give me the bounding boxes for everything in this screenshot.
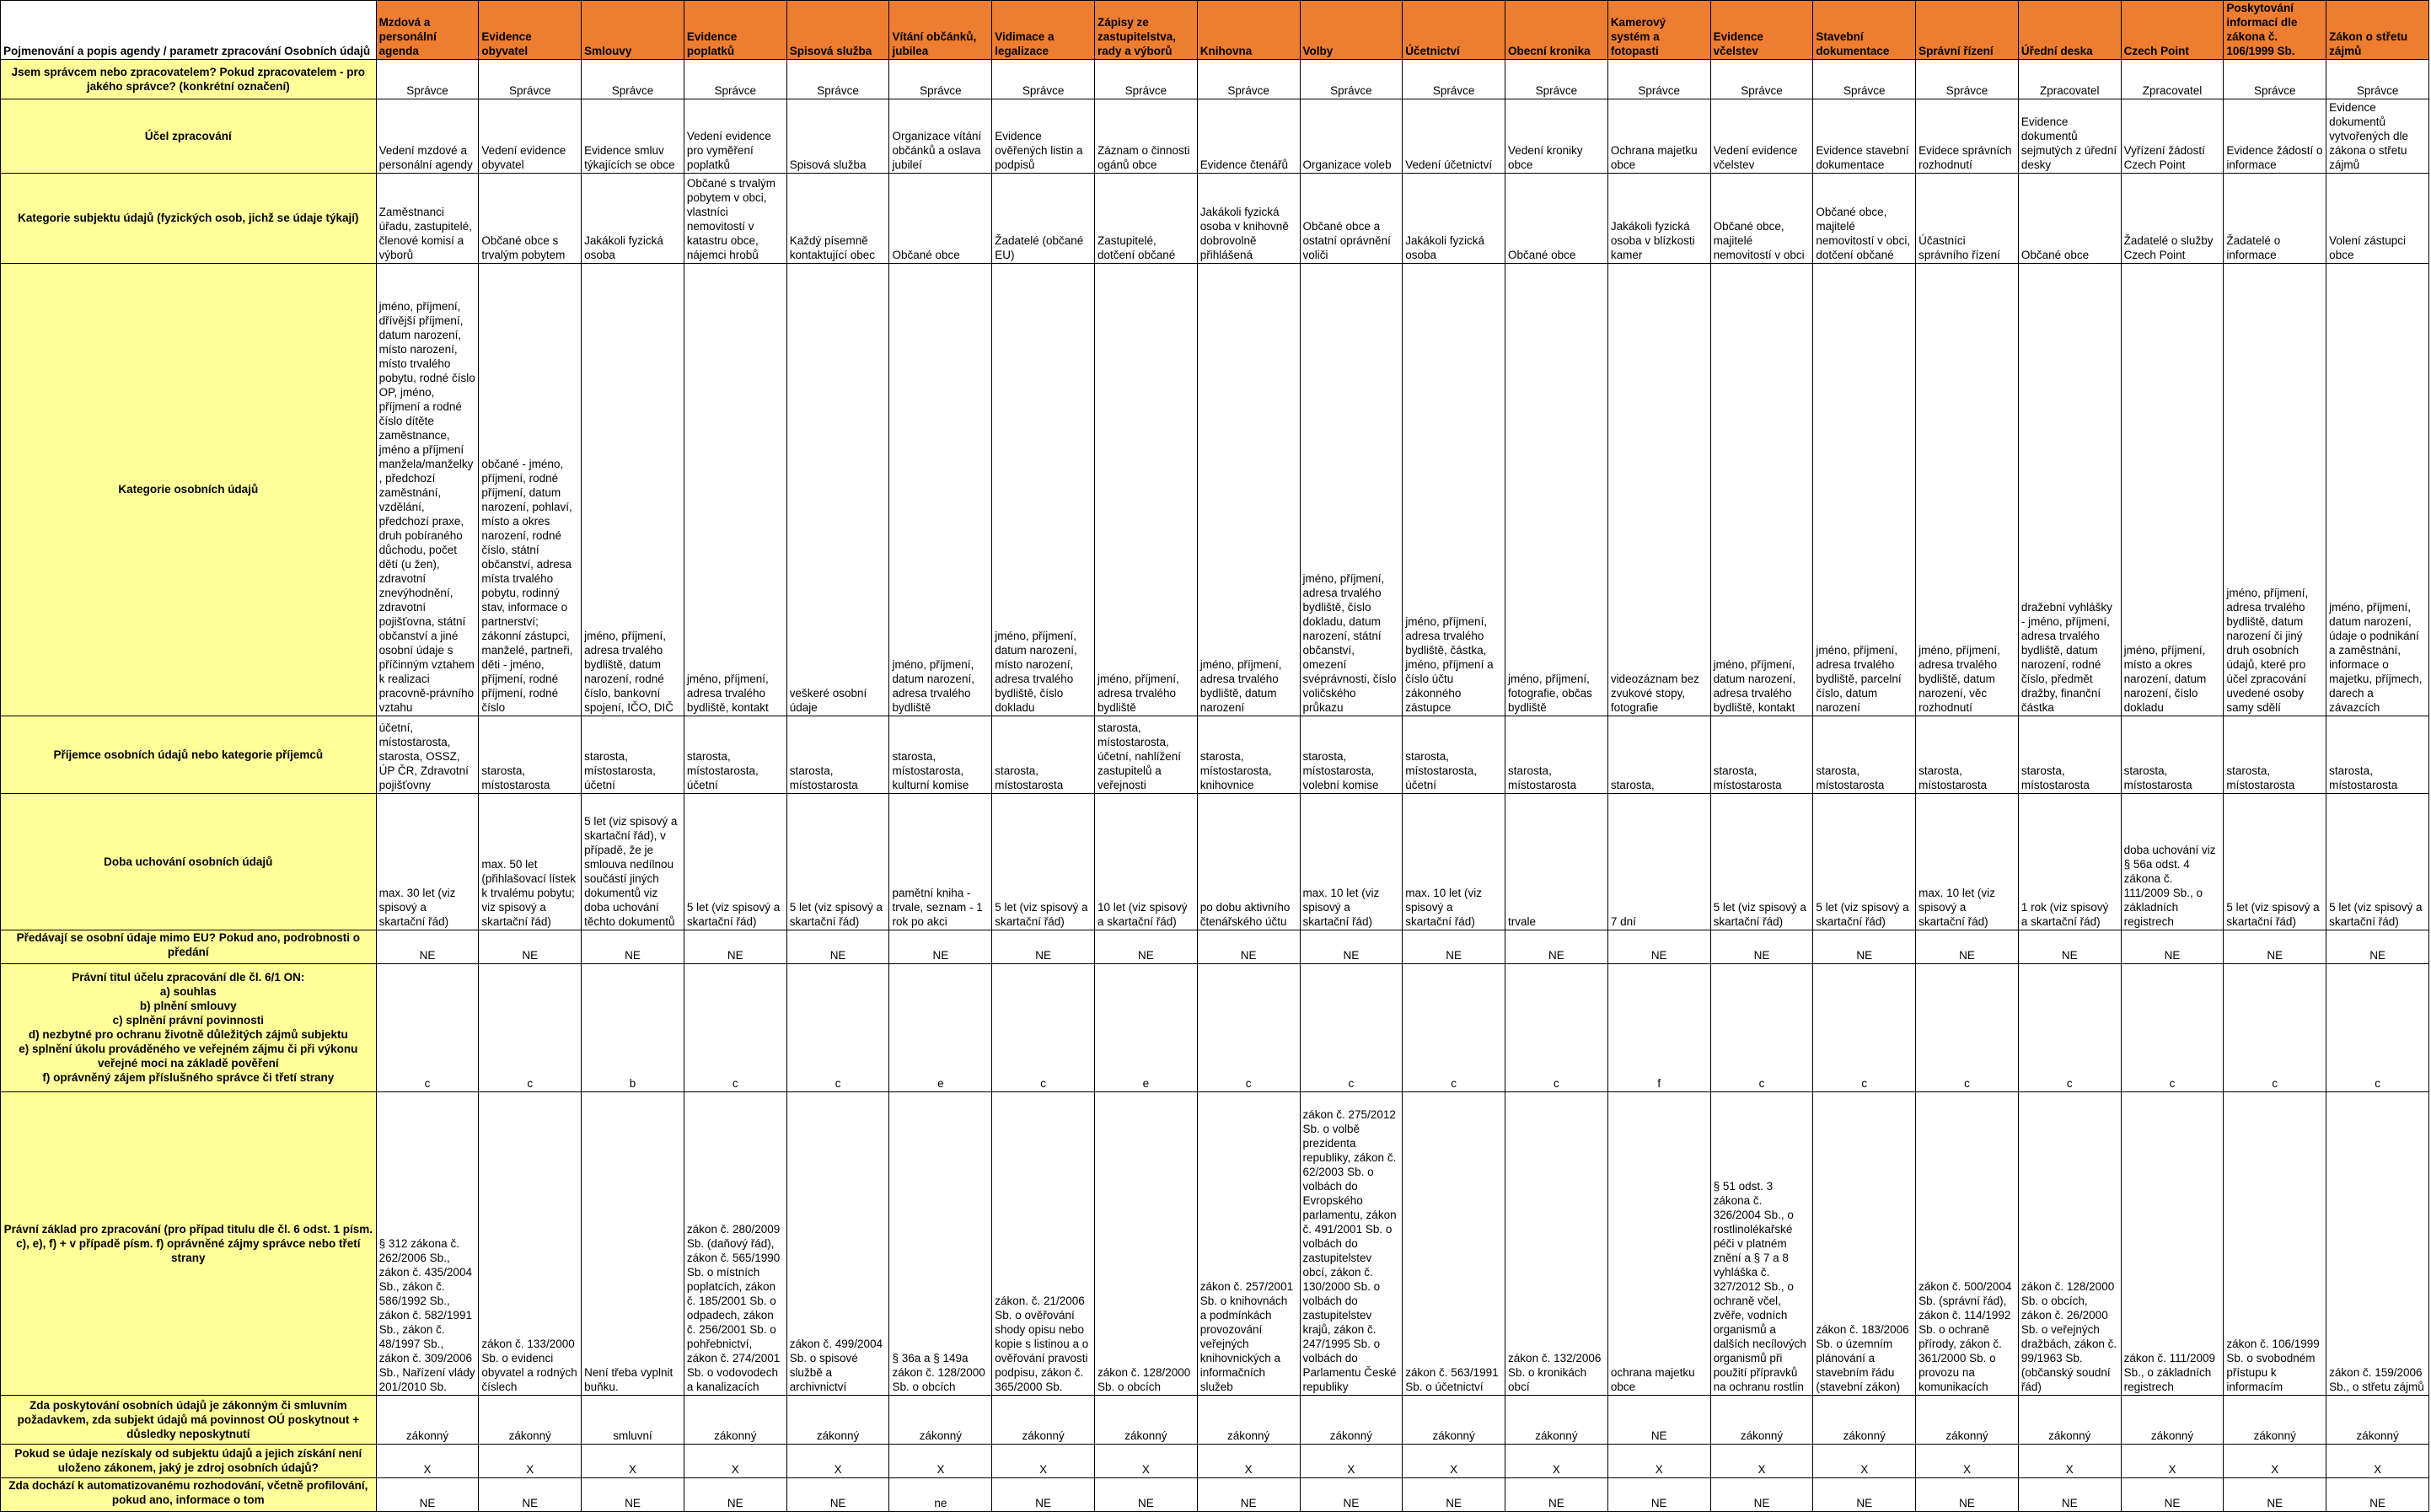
agenda-header-cell[interactable]: Úřední deska: [2018, 1, 2121, 60]
table-cell[interactable]: X: [1710, 1445, 1813, 1478]
table-cell[interactable]: c: [1197, 964, 1300, 1092]
table-cell[interactable]: 5 let (viz spisový a skartační řád): [1813, 794, 1916, 930]
row-label-cell[interactable]: Kategorie subjektu údajů (fyzických osob, jichž se údaje týkají): [1, 174, 377, 264]
table-cell[interactable]: Občané obce, majitelé nemovitostí v obci: [1710, 174, 1813, 264]
table-cell[interactable]: po dobu aktivního čtenářského účtu: [1197, 794, 1300, 930]
table-cell[interactable]: zákonný: [376, 1396, 479, 1445]
table-cell[interactable]: účetní, místostarosta, starosta, OSSZ, ÚP ČR, Zdravotní pojišťovny: [376, 716, 479, 794]
table-cell[interactable]: c: [1403, 964, 1505, 1092]
table-cell[interactable]: max. 10 let (viz spisový a skartační řád): [1916, 794, 2019, 930]
table-cell[interactable]: zákon č. 132/2006 Sb. o kronikách obcí: [1505, 1092, 1608, 1396]
table-cell[interactable]: Žadatelé o služby Czech Point: [2121, 174, 2224, 264]
table-cell[interactable]: c: [2326, 964, 2429, 1092]
row-label-cell[interactable]: Zda poskytování osobních údajů je zákonným či smluvním požadavkem, zda subjekt údajů má povinnost OÚ poskytnout + důsledky neposkytnutí: [1, 1396, 377, 1445]
table-cell[interactable]: Evidence dokumentů sejmutých z úřední desky: [2018, 99, 2121, 174]
table-cell[interactable]: zákon č. 133/2000 Sb. o evidenci obyvatel a rodných číslech: [479, 1092, 582, 1396]
table-cell[interactable]: videozáznam bez zvukové stopy, fotografie: [1607, 264, 1710, 716]
table-row: [1, 1396, 2429, 1445]
table-cell[interactable]: c: [479, 964, 582, 1092]
header-row: [1, 1, 2429, 60]
table-cell[interactable]: NE: [889, 930, 992, 964]
table-cell[interactable]: Jakákoli fyzická osoba: [582, 174, 684, 264]
table-cell[interactable]: zákonný: [2326, 1396, 2429, 1445]
table-row: [1, 174, 2429, 264]
table-cell[interactable]: NE: [582, 1478, 684, 1512]
table-cell[interactable]: Správce: [1505, 60, 1608, 99]
table-cell[interactable]: Vedení účetnictví: [1403, 99, 1505, 174]
table-cell[interactable]: Jakákoli fyzická osoba v knihovně dobrovolně přihlášená: [1197, 174, 1300, 264]
table-cell[interactable]: max. 10 let (viz spisový a skartační řád): [1300, 794, 1403, 930]
table-cell[interactable]: X: [1094, 1445, 1197, 1478]
table-cell[interactable]: X: [786, 1445, 889, 1478]
table-cell[interactable]: NE: [1505, 1478, 1608, 1512]
table-cell[interactable]: starosta, místostarosta, volební komise: [1300, 716, 1403, 794]
table-cell[interactable]: Organizace voleb: [1300, 99, 1403, 174]
table-cell[interactable]: X: [1300, 1445, 1403, 1478]
table-cell[interactable]: zákonný: [1710, 1396, 1813, 1445]
table-cell[interactable]: X: [684, 1445, 786, 1478]
table-cell[interactable]: NE: [479, 1478, 582, 1512]
table-cell[interactable]: Vyřízení žádostí Czech Point: [2121, 99, 2224, 174]
table-cell[interactable]: Občané obce: [889, 174, 992, 264]
table-cell[interactable]: c: [684, 964, 786, 1092]
table-cell[interactable]: NE: [1505, 930, 1608, 964]
table-cell[interactable]: X: [2326, 1445, 2429, 1478]
table-cell[interactable]: max. 10 let (viz spisový a skartační řád): [1403, 794, 1505, 930]
table-cell[interactable]: NE: [684, 930, 786, 964]
table-cell[interactable]: veškeré osobní údaje: [786, 264, 889, 716]
table-cell[interactable]: dražební vyhlášky - jméno, příjmení, adresa trvalého bydliště, datum narození, rodné číslo, předmět dražby, finanční částka: [2018, 264, 2121, 716]
table-cell[interactable]: max. 30 let (viz spisový a skartační řád): [376, 794, 479, 930]
table-cell[interactable]: e: [889, 964, 992, 1092]
table-cell[interactable]: jméno, příjmení, adresa trvalého bydliště, číslo dokladu, datum narození, státní občanství, omezení svéprávnosti, číslo voličského průkazu: [1300, 264, 1403, 716]
table-row: [1, 264, 2429, 716]
table-cell[interactable]: NE: [1813, 1478, 1916, 1512]
table-cell[interactable]: Správce: [889, 60, 992, 99]
table-cell[interactable]: c: [1300, 964, 1403, 1092]
table-cell[interactable]: NE: [1094, 1478, 1197, 1512]
table-cell[interactable]: zákonný: [1505, 1396, 1608, 1445]
table-cell[interactable]: Správce: [479, 60, 582, 99]
table-row: [1, 99, 2429, 174]
table-cell[interactable]: Volení zástupci obce: [2326, 174, 2429, 264]
table-cell[interactable]: Správce: [1094, 60, 1197, 99]
table-cell[interactable]: jméno, příjmení, adresa trvalého bydliště, parcelní číslo, datum narození: [1813, 264, 1916, 716]
table-cell[interactable]: NE: [1094, 930, 1197, 964]
table-cell[interactable]: starosta, místostarosta: [2224, 716, 2326, 794]
table-cell[interactable]: Občané obce a ostatní oprávnění voliči: [1300, 174, 1403, 264]
table-cell[interactable]: zákon č. 111/2009 Sb., o základních registrech: [2121, 1092, 2224, 1396]
table-cell[interactable]: X: [1607, 1445, 1710, 1478]
table-cell[interactable]: NE: [1197, 930, 1300, 964]
table-cell[interactable]: Organizace vítání občánků a oslava jubileí: [889, 99, 992, 174]
agenda-header-cell[interactable]: Evidence poplatků: [684, 1, 786, 60]
table-cell[interactable]: zákonný: [992, 1396, 1095, 1445]
table-cell[interactable]: Vedení evidence obyvatel: [479, 99, 582, 174]
table-cell[interactable]: Vedení evidence včelstev: [1710, 99, 1813, 174]
table-cell[interactable]: Občané obce, majitelé nemovitostí v obci, dotčení občané: [1813, 174, 1916, 264]
table-cell[interactable]: NE: [1813, 930, 1916, 964]
agenda-header-cell[interactable]: Vidimace a legalizace: [992, 1, 1095, 60]
agenda-header-cell[interactable]: Volby: [1300, 1, 1403, 60]
table-cell[interactable]: zákon č. 499/2004 Sb. o spisové službě a archivnictví: [786, 1092, 889, 1396]
row-label-cell[interactable]: Zda dochází k automatizovanému rozhodování, včetně profilování, pokud ano, informace o tom: [1, 1478, 377, 1512]
table-cell[interactable]: X: [1197, 1445, 1300, 1478]
table-cell[interactable]: Žadatelé (občané EU): [992, 174, 1095, 264]
table-cell[interactable]: Zaměstnanci úřadu, zastupitelé, členové komisí a výborů: [376, 174, 479, 264]
table-cell[interactable]: starosta, místostarosta: [2018, 716, 2121, 794]
table-cell[interactable]: NE: [1607, 1396, 1710, 1445]
table-cell[interactable]: smluvní: [582, 1396, 684, 1445]
table-cell[interactable]: X: [479, 1445, 582, 1478]
table-cell[interactable]: jméno, příjmení, adresa trvalého bydliště: [1094, 264, 1197, 716]
agenda-header-cell[interactable]: Zákon o střetu zájmů: [2326, 1, 2429, 60]
row-label-cell[interactable]: Účel zpracování: [1, 99, 377, 174]
table-cell[interactable]: Účastníci správního řízení: [1916, 174, 2019, 264]
agenda-header-cell[interactable]: Knihovna: [1197, 1, 1300, 60]
table-cell[interactable]: X: [889, 1445, 992, 1478]
table-cell[interactable]: NE: [2326, 930, 2429, 964]
table-cell[interactable]: NE: [1300, 930, 1403, 964]
table-cell[interactable]: NE: [1916, 1478, 2019, 1512]
row-label-cell[interactable]: Právní základ pro zpracování (pro případ titulu dle čl. 6 odst. 1 písm. c), e), f) + v případě písm. f) oprávněné zájmy správce nebo třetí strany: [1, 1092, 377, 1396]
table-cell[interactable]: 5 let (viz spisový a skartační řád): [1710, 794, 1813, 930]
agenda-header-cell[interactable]: Správní řízení: [1916, 1, 2019, 60]
table-cell[interactable]: jméno, příjmení, datum narození, adresa trvalého bydliště: [889, 264, 992, 716]
table-cell[interactable]: NE: [1607, 1478, 1710, 1512]
table-cell[interactable]: NE: [376, 930, 479, 964]
table-cell[interactable]: zákonný: [2121, 1396, 2224, 1445]
table-cell[interactable]: zákonný: [1916, 1396, 2019, 1445]
table-cell[interactable]: 7 dní: [1607, 794, 1710, 930]
table-cell[interactable]: zákon č. 128/2000 Sb. o obcích, zákon č. 26/2000 Sb. o veřejných dražbách, zákon č. 99/1963 Sb. (občanský soudní řád): [2018, 1092, 2121, 1396]
table-cell[interactable]: jméno, příjmení, adresa trvalého bydliště, datum narození, věc rozhodnutí: [1916, 264, 2019, 716]
table-cell[interactable]: ochrana majetku obce: [1607, 1092, 1710, 1396]
table-cell[interactable]: Správce: [1403, 60, 1505, 99]
table-cell[interactable]: Jakákoli fyzická osoba v blízkosti kamer: [1607, 174, 1710, 264]
table-cell[interactable]: starosta, místostarosta: [479, 716, 582, 794]
row-label-cell[interactable]: Kategorie osobních údajů: [1, 264, 377, 716]
table-cell[interactable]: X: [2018, 1445, 2121, 1478]
table-cell[interactable]: Správce: [2326, 60, 2429, 99]
table-cell[interactable]: c: [1710, 964, 1813, 1092]
table-cell[interactable]: zákon č. 128/2000 Sb. o obcích: [1094, 1092, 1197, 1396]
table-cell[interactable]: trvale: [1505, 794, 1608, 930]
table-cell[interactable]: Občané obce: [2018, 174, 2121, 264]
table-cell[interactable]: ne: [889, 1478, 992, 1512]
table-cell[interactable]: NE: [376, 1478, 479, 1512]
table-cell[interactable]: jméno, příjmení, adresa trvalého bydliště, datum narození či jiný druh osobních údajů, které pro účel zpracování uvedené osoby samy sdělí: [2224, 264, 2326, 716]
table-cell[interactable]: Evidence stavební dokumentace: [1813, 99, 1916, 174]
table-cell[interactable]: Záznam o činnosti ogánů obce: [1094, 99, 1197, 174]
table-cell[interactable]: NE: [1916, 930, 2019, 964]
table-cell[interactable]: c: [992, 964, 1095, 1092]
agenda-header-cell[interactable]: Evidence obyvatel: [479, 1, 582, 60]
table-cell[interactable]: starosta, místostarosta, účetní, nahlížení zastupitelů a veřejnosti: [1094, 716, 1197, 794]
table-cell[interactable]: zákon. č. 21/2006 Sb. o ověřování shody opisu nebo kopie s listinou a o ověřování pravosti podpisu, zákon č. 365/2000 Sb.: [992, 1092, 1095, 1396]
table-cell[interactable]: jméno, příjmení, adresa trvalého bydliště, částka, jméno, příjmení a číslo účtu zákonného zástupce: [1403, 264, 1505, 716]
table-cell[interactable]: Správce: [1197, 60, 1300, 99]
table-cell[interactable]: NE: [1607, 930, 1710, 964]
table-cell[interactable]: § 36a a § 149a zákon č. 128/2000 Sb. o obcích: [889, 1092, 992, 1396]
table-cell[interactable]: jméno, příjmení, datum narození, místo narození, adresa trvalého bydliště, číslo dokladu: [992, 264, 1095, 716]
table-cell[interactable]: NE: [2018, 1478, 2121, 1512]
agenda-header-cell[interactable]: Spisová služba: [786, 1, 889, 60]
row-label-cell[interactable]: Doba uchování osobních údajů: [1, 794, 377, 930]
table-cell[interactable]: Zpracovatel: [2018, 60, 2121, 99]
table-cell[interactable]: 5 let (viz spisový a skartační řád): [992, 794, 1095, 930]
table-cell[interactable]: zákon č. 183/2006 Sb. o územním plánování a stavebním řádu (stavební zákon): [1813, 1092, 1916, 1396]
table-cell[interactable]: e: [1094, 964, 1197, 1092]
table-cell[interactable]: X: [376, 1445, 479, 1478]
row-label-cell[interactable]: Jsem správcem nebo zpracovatelem? Pokud zpracovatelem - pro jakého správce? (konkrétní označení): [1, 60, 377, 99]
table-cell[interactable]: jméno, příjmení, adresa trvalého bydliště, kontakt: [684, 264, 786, 716]
table-cell[interactable]: starosta, místostarosta, knihovnice: [1197, 716, 1300, 794]
table-cell[interactable]: jméno, příjmení, dřívější příjmení, datum narození, místo narození, místo trvalého pobytu, rodné číslo OP, jméno, příjmení a rodné číslo dítěte zaměstnance, jméno a příjmení manžela/manželky , předchozí zaměstnání, vzdělání, předchozí praxe, druh pobíraného důchodu, počet dětí (u žen), zdravotní znevýhodnění, zdravotní pojišťovna, státní občanství a jiné osobní údaje s příčinným vztahem k realizaci pracovně-právního vztahu: [376, 264, 479, 716]
table-cell[interactable]: Žadatelé o informace: [2224, 174, 2326, 264]
row-label-cell[interactable]: Pokud se údaje nezískaly od subjektu údajů a jejich získání není uloženo zákonem, jaký je zdroj osobních údajů?: [1, 1445, 377, 1478]
table-cell[interactable]: NE: [2326, 1478, 2429, 1512]
table-cell[interactable]: Správce: [684, 60, 786, 99]
table-cell[interactable]: § 51 odst. 3 zákona č. 326/2004 Sb., o rostlinolékařské péči v platném znění a § 7 a 8 vyhláška č. 327/2012 Sb., o ochraně včel, zvěře, vodních organismů a dalších necílových organismů při použití přípravků na ochranu rostlin: [1710, 1092, 1813, 1396]
table-cell[interactable]: jméno, příjmení, adresa trvalého bydliště, datum narození: [1197, 264, 1300, 716]
table-cell[interactable]: zákonný: [1197, 1396, 1300, 1445]
table-cell[interactable]: Evidence ověřených listin a podpisů: [992, 99, 1095, 174]
table-cell[interactable]: starosta, místostarosta: [1916, 716, 2019, 794]
table-cell[interactable]: Vedení mzdové a personální agendy: [376, 99, 479, 174]
table-cell[interactable]: starosta, místostarosta: [1710, 716, 1813, 794]
agenda-header-cell[interactable]: Vítání občánků, jubilea: [889, 1, 992, 60]
table-cell[interactable]: NE: [1403, 1478, 1505, 1512]
table-cell[interactable]: Není třeba vyplnit buňku.: [582, 1092, 684, 1396]
agenda-header-cell[interactable]: Stavební dokumentace: [1813, 1, 1916, 60]
table-row: [1, 60, 2429, 99]
table-cell[interactable]: 5 let (viz spisový a skartační řád), v případě, že je smlouva nedílnou součástí jiných dokumentů viz doba uchování těchto dokumentů: [582, 794, 684, 930]
table-cell[interactable]: doba uchování viz § 56a odst. 4 zákona č. 111/2009 Sb., o základních registrech: [2121, 794, 2224, 930]
table-row: [1, 1445, 2429, 1478]
table-cell[interactable]: Každý písemně kontaktující obec: [786, 174, 889, 264]
table-cell[interactable]: NE: [479, 930, 582, 964]
row-label-cell[interactable]: Předávají se osobní údaje mimo EU? Pokud ano, podrobnosti o předání: [1, 930, 377, 964]
table-row: [1, 1478, 2429, 1512]
table-cell[interactable]: 10 let (viz spisový a skartační řád): [1094, 794, 1197, 930]
table-cell[interactable]: NE: [1403, 930, 1505, 964]
table-cell[interactable]: občané - jméno, příjmení, rodné příjmení, datum narození, pohlaví, místo a okres narození, rodné číslo, státní občanství, adresa místa trvalého pobytu, rodinný stav, informace o partnerství; zákonní zástupci, manželé, partneři, děti - jméno, příjmení, rodné příjmení, rodné číslo: [479, 264, 582, 716]
table-cell[interactable]: starosta, místostarosta: [1505, 716, 1608, 794]
table-cell[interactable]: zákon č. 257/2001 Sb. o knihovnách a podmínkách provozování veřejných knihovnických a informačních služeb: [1197, 1092, 1300, 1396]
table-cell[interactable]: Občané obce s trvalým pobytem: [479, 174, 582, 264]
table-cell[interactable]: starosta, místostarosta: [992, 716, 1095, 794]
table-cell[interactable]: starosta,: [1607, 716, 1710, 794]
agenda-header-cell[interactable]: Kamerový systém a fotopasti: [1607, 1, 1710, 60]
table-cell[interactable]: pamětní kniha - trvale, seznam - 1 rok po akci: [889, 794, 992, 930]
table-cell[interactable]: Občané s trvalým pobytem v obci, vlastníci nemovitostí v katastru obce, nájemci hrobů: [684, 174, 786, 264]
agenda-header-cell[interactable]: Mzdová a personální agenda: [376, 1, 479, 60]
table-cell[interactable]: jméno, příjmení, datum narození, adresa trvalého bydliště, kontakt: [1710, 264, 1813, 716]
table-cell[interactable]: 5 let (viz spisový a skartační řád): [786, 794, 889, 930]
row-label-cell[interactable]: Právní titul účelu zpracování dle čl. 6/1 ON: a) souhlas b) plnění smlouvy c) splnění právní povinnosti d) nezbytné pro ochranu životně důležitých zájmů subjektu e) splnění úkolu prováděného ve veřejném zájmu či při výkonu veřejné moci na základě pověření f) oprávněný zájem příslušného správce či třetí strany: [1, 964, 377, 1092]
table-cell[interactable]: X: [1916, 1445, 2019, 1478]
table-cell[interactable]: zákonný: [1300, 1396, 1403, 1445]
agenda-header-cell[interactable]: Obecní kronika: [1505, 1, 1608, 60]
table-cell[interactable]: § 312 zákona č. 262/2006 Sb., zákon č. 435/2004 Sb., zákon č. 586/1992 Sb., zákon č. 582/1991 Sb., zákon č. 48/1997 Sb., zákon č. 309/2006 Sb., Nařízení vlády 201/2010 Sb.: [376, 1092, 479, 1396]
table-cell[interactable]: Zastupitelé, dotčení občané: [1094, 174, 1197, 264]
table-cell[interactable]: Správce: [1916, 60, 2019, 99]
table-cell[interactable]: Správce: [2224, 60, 2326, 99]
table-cell[interactable]: starosta, místostarosta, účetní: [684, 716, 786, 794]
table-cell[interactable]: c: [1813, 964, 1916, 1092]
table-cell[interactable]: b: [582, 964, 684, 1092]
table-cell[interactable]: zákon č. 159/2006 Sb., o střetu zájmů: [2326, 1092, 2429, 1396]
table-cell[interactable]: c: [1916, 964, 2019, 1092]
table-cell[interactable]: zákon č. 106/1999 Sb. o svobodném přístupu k informacím: [2224, 1092, 2326, 1396]
table-cell[interactable]: Zpracovatel: [2121, 60, 2224, 99]
table-cell[interactable]: X: [992, 1445, 1095, 1478]
table-cell[interactable]: 5 let (viz spisový a skartační řád): [2224, 794, 2326, 930]
agenda-header-cell[interactable]: Poskytování informací dle zákona č. 106/1999 Sb.: [2224, 1, 2326, 60]
table-cell[interactable]: zákonný: [2018, 1396, 2121, 1445]
table-cell[interactable]: NE: [992, 1478, 1095, 1512]
table-cell[interactable]: zákonný: [1094, 1396, 1197, 1445]
table-cell[interactable]: zákonný: [2224, 1396, 2326, 1445]
table-cell[interactable]: 5 let (viz spisový a skartační řád): [2326, 794, 2429, 930]
table-cell[interactable]: zákonný: [889, 1396, 992, 1445]
table-cell[interactable]: Evidence dokumentů vytvořených dle zákona o střetu zájmů: [2326, 99, 2429, 174]
table-cell[interactable]: X: [2224, 1445, 2326, 1478]
table-row: [1, 964, 2429, 1092]
table-cell[interactable]: Evidece správních rozhodnutí: [1916, 99, 2019, 174]
table-cell[interactable]: Správce: [992, 60, 1095, 99]
table-cell[interactable]: NE: [786, 1478, 889, 1512]
table-cell[interactable]: max. 50 let (přihlašovací lístek k trvalému pobytu; viz spisový a skartační řád): [479, 794, 582, 930]
table-cell[interactable]: starosta, místostarosta: [2121, 716, 2224, 794]
table-cell[interactable]: X: [1505, 1445, 1608, 1478]
table-cell[interactable]: zákonný: [479, 1396, 582, 1445]
table-cell[interactable]: Správce: [1607, 60, 1710, 99]
table-cell[interactable]: zákonný: [1403, 1396, 1505, 1445]
table-cell[interactable]: starosta, místostarosta, účetní: [582, 716, 684, 794]
table-cell[interactable]: jméno, příjmení, adresa trvalého bydliště, datum narození, rodné číslo, bankovní spojení, IČO, DIČ: [582, 264, 684, 716]
agenda-header-cell[interactable]: Smlouvy: [582, 1, 684, 60]
table-cell[interactable]: c: [786, 964, 889, 1092]
table-cell[interactable]: NE: [1710, 930, 1813, 964]
table-cell[interactable]: Správce: [376, 60, 479, 99]
table-cell[interactable]: Správce: [1710, 60, 1813, 99]
table-cell[interactable]: NE: [992, 930, 1095, 964]
table-cell[interactable]: c: [1505, 964, 1608, 1092]
table-cell[interactable]: starosta, místostarosta: [786, 716, 889, 794]
table-cell[interactable]: Správce: [582, 60, 684, 99]
table-cell[interactable]: NE: [2121, 1478, 2224, 1512]
table-cell[interactable]: Správce: [1300, 60, 1403, 99]
table-cell[interactable]: zákonný: [684, 1396, 786, 1445]
table-cell[interactable]: Občané obce: [1505, 174, 1608, 264]
table-cell[interactable]: NE: [2224, 930, 2326, 964]
table-cell[interactable]: NE: [2224, 1478, 2326, 1512]
table-cell[interactable]: Jakákoli fyzická osoba: [1403, 174, 1505, 264]
corner-header-cell[interactable]: Pojmenování a popis agendy / parametr zpracování Osobních údajů: [1, 1, 377, 60]
table-cell[interactable]: Evidence žádostí o informace: [2224, 99, 2326, 174]
table-cell[interactable]: 1 rok (viz spisový a skartační řád): [2018, 794, 2121, 930]
table-cell[interactable]: Spisová služba: [786, 99, 889, 174]
table-cell[interactable]: c: [2224, 964, 2326, 1092]
table-cell[interactable]: NE: [2018, 930, 2121, 964]
table-cell[interactable]: X: [2121, 1445, 2224, 1478]
table-cell[interactable]: Evidence smluv týkajících se obce: [582, 99, 684, 174]
table-cell[interactable]: jméno, příjmení, místo a okres narození, datum narození, číslo dokladu: [2121, 264, 2224, 716]
table-cell[interactable]: starosta, místostarosta: [1813, 716, 1916, 794]
table-cell[interactable]: NE: [2121, 930, 2224, 964]
table-cell[interactable]: Vedení evidence pro vyměření poplatků: [684, 99, 786, 174]
table-cell[interactable]: f: [1607, 964, 1710, 1092]
table-cell[interactable]: c: [376, 964, 479, 1092]
table-row: [1, 930, 2429, 964]
table-cell[interactable]: Evidence čtenářů: [1197, 99, 1300, 174]
agenda-header-cell[interactable]: Zápisy ze zastupitelstva, rady a výborů: [1094, 1, 1197, 60]
agenda-header-cell[interactable]: Evidence včelstev: [1710, 1, 1813, 60]
table-cell[interactable]: Správce: [1813, 60, 1916, 99]
table-cell[interactable]: Ochrana majetku obce: [1607, 99, 1710, 174]
row-label-cell[interactable]: Příjemce osobních údajů nebo kategorie příjemců: [1, 716, 377, 794]
table-cell[interactable]: 5 let (viz spisový a skartační řád): [684, 794, 786, 930]
table-cell[interactable]: zákonný: [786, 1396, 889, 1445]
table-cell[interactable]: NE: [786, 930, 889, 964]
table-cell[interactable]: starosta, místostarosta: [2326, 716, 2429, 794]
table-row: [1, 794, 2429, 930]
table-cell[interactable]: zákon č. 280/2009 Sb. (daňový řád), zákon č. 565/1990 Sb. o místních poplatcích, zákon č. 185/2001 Sb. o odpadech, zákon č. 256/2001 Sb. o pohřebnictví, zákon č. 274/2001 Sb. o vodovodech a kanalizacích: [684, 1092, 786, 1396]
table-cell[interactable]: zákon č. 563/1991 Sb. o účetnictví: [1403, 1092, 1505, 1396]
table-cell[interactable]: c: [2121, 964, 2224, 1092]
table-cell[interactable]: zákon č. 500/2004 Sb. (správní řád), zákon č. 114/1992 Sb. o ochraně přírody, zákon č. 361/2000 Sb. o provozu na komunikacích: [1916, 1092, 2019, 1396]
table-cell[interactable]: X: [1403, 1445, 1505, 1478]
table-cell[interactable]: NE: [684, 1478, 786, 1512]
table-cell[interactable]: NE: [1197, 1478, 1300, 1512]
agenda-header-cell[interactable]: Czech Point: [2121, 1, 2224, 60]
table-cell[interactable]: NE: [582, 930, 684, 964]
table-cell[interactable]: starosta, místostarosta, kulturní komise: [889, 716, 992, 794]
table-cell[interactable]: jméno, příjmení, fotografie, občas bydliště: [1505, 264, 1608, 716]
table-cell[interactable]: Správce: [786, 60, 889, 99]
table-row: [1, 1092, 2429, 1396]
table-cell[interactable]: starosta, místostarosta, účetní: [1403, 716, 1505, 794]
table-cell[interactable]: X: [582, 1445, 684, 1478]
table-row: [1, 716, 2429, 794]
table-cell[interactable]: c: [2018, 964, 2121, 1092]
table-cell[interactable]: X: [1813, 1445, 1916, 1478]
agenda-header-cell[interactable]: Účetnictví: [1403, 1, 1505, 60]
table-cell[interactable]: NE: [1710, 1478, 1813, 1512]
table-cell[interactable]: zákon č. 275/2012 Sb. o volbě prezidenta republiky, zákon č. 62/2003 Sb. o volbách do Evropského parlamentu, zákon č. 491/2001 Sb. o volbách do zastupitelstev obcí, zákon č. 130/2000 Sb. o volbách do zastupitelstev krajů, zákon č. 247/1995 Sb. o volbách do Parlamentu České republiky: [1300, 1092, 1403, 1396]
table-cell[interactable]: Vedení kroniky obce: [1505, 99, 1608, 174]
table-cell[interactable]: jméno, příjmení, datum narození, údaje o podnikání a zaměstnání, informace o majetku, příjmech, darech a závazcích: [2326, 264, 2429, 716]
table-cell[interactable]: zákonný: [1813, 1396, 1916, 1445]
table-cell[interactable]: NE: [1300, 1478, 1403, 1512]
